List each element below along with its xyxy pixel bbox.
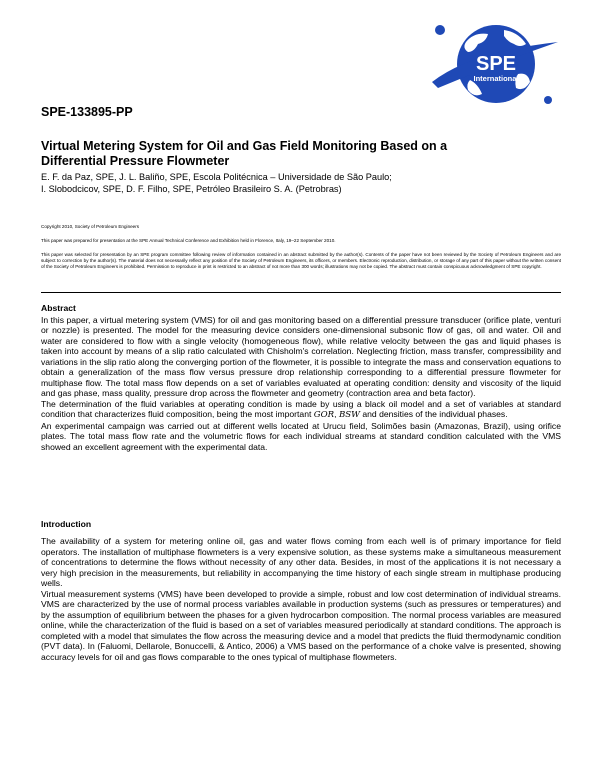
abstract-paragraph: [41, 399, 561, 421]
abstract-heading: Abstract: [41, 303, 76, 313]
abstract-paragraph: An experimental campaign was carried out at different wells located at Urucu field, Solimões basin (Amazonas, Brazil), using orifice plates. The total mass flow rate and the volumetric flows for each individual streams at standard condition calculated with the VMS showed an excellent agreement with the experimental data.: [41, 420, 561, 452]
author-line: E. F. da Paz, SPE, J. L. Baliño, SPE, Escola Politécnica – Universidade de São Paulo;: [41, 172, 392, 182]
abstract-text: and densities of the individual phases.: [359, 409, 508, 419]
author-block: [41, 171, 561, 195]
logo-sub-text: International: [473, 74, 519, 83]
presentation-notice: This paper was prepared for presentation at the SPE Annual Technical Conference and Exhibition held in Florence, Italy, 19–22 September 2010.: [41, 238, 336, 243]
introduction-paragraph: The availability of a system for metering online oil, gas and water flows coming from each well is of primary importance for field operators. The installation of multiphase flowmeters is a very expensive solution, as these systems make a simultaneous measurement of concentrations to determine the flows without necessity of any other data. Besides, in most of the applications it is not necessary a very high precision in the measurements, but reliability in accompanying the time history of each single stream in multiphase producing wells.: [41, 536, 561, 588]
abstract-paragraph: In this paper, a virtual metering system (VMS) for oil and gas monitoring based on a differential pressure transducer (orifice plate, venturi or nozzle) is presented. The model for the measuring device considers one-dimensional subsonic flow of gas, oil and water. Oil and water are considered to flow with a single velocity (homogeneous flow), while relative velocity between the gas and liquid phases is taken into account by means of a slip ratio calculated with Chisholm's correlation. Neglecting friction, mass transfer, compressibility and variations in the slip ratio along the converging portion of the flowmeter, it is possible to integrate the mass and conservation equations to obtain a generalization of the mass flow versus pressure drop relationship corresponding to a differential pressure flowmeter for multiphase flow. The total mass flow depends on a set of variables evaluated at operating condition: density and viscosity of the liquid and gas phase, mass quality, pressure drop across the flowmeter and geometry (contraction area and beta factor).: [41, 314, 561, 398]
paper-title: Virtual Metering System for Oil and Gas Field Monitoring Based on a Differential Pressure Flowmeter: [41, 139, 448, 168]
logo-brand-text: SPE: [475, 53, 517, 75]
spe-international-logo: [430, 22, 560, 106]
gor-variable: GOR: [313, 410, 335, 420]
introduction-heading: Introduction: [41, 519, 92, 529]
introduction-section: [41, 536, 561, 662]
introduction-paragraph: Virtual measurement systems (VMS) have been developed to provide a simple, robust and low cost determination of individual streams. VMS are characterized by the use of normal process variables available in production systems (such as pressures or temperatures) and by the assumption of equilibrium between the phases for a given hydrocarbon composition. The normal process variables are measured online, while the characterization of the fluid is based on a set of variables measured periodically at standard conditions. The approach is completed with a model that simulates the flow across the measuring device and a model that predicts the fluid thermodynamic condition (PVT data). In (Faluomi, Dellarole, Bonuccelli, & Antico, 2006) a VMS based on the performance of a choke valve is presented, showing accuracy levels for oil and gas flows comparable to the ones typical of multiphase flowmeters.: [41, 588, 561, 662]
review-disclaimer: This paper was selected for presentation by an SPE program committee following review of information contained in an abstract submitted by the author(s). Contents of the paper have not been reviewed by the Society of Petroleum Engineers and are subject to correction by the author(s). The material does not necessarily reflect any position of the Society of Petroleum Engineers, its officers, or members. Electronic reproduction, distribution, or storage of any part of this paper without the written consent of the Society of Petroleum Engineers is prohibited. Permission to reproduce in print is restricted to an abstract of not more than 300 words; illustrations may not be copied. The abstract must contain conspicuous acknowledgment of SPE copyright.: [41, 252, 561, 270]
abstract-section: [41, 303, 561, 452]
divider: [41, 292, 561, 293]
paper-id: SPE-133895-PP: [41, 105, 133, 119]
copyright-notice: Copyright 2010, Society of Petroleum Engineers: [41, 224, 140, 229]
author-line: I. Slobodcicov, SPE, D. F. Filho, SPE, Petróleo Brasileiro S. A. (Petrobras): [41, 184, 342, 194]
abstract-text: ,: [334, 409, 339, 419]
bsw-variable: BSW: [338, 410, 360, 420]
abstract-text: The determination of the fluid variables at operating condition is made by using a black oil model and a set of variables at standard condition that characterizes fluid composition, being the most important: [41, 398, 561, 419]
